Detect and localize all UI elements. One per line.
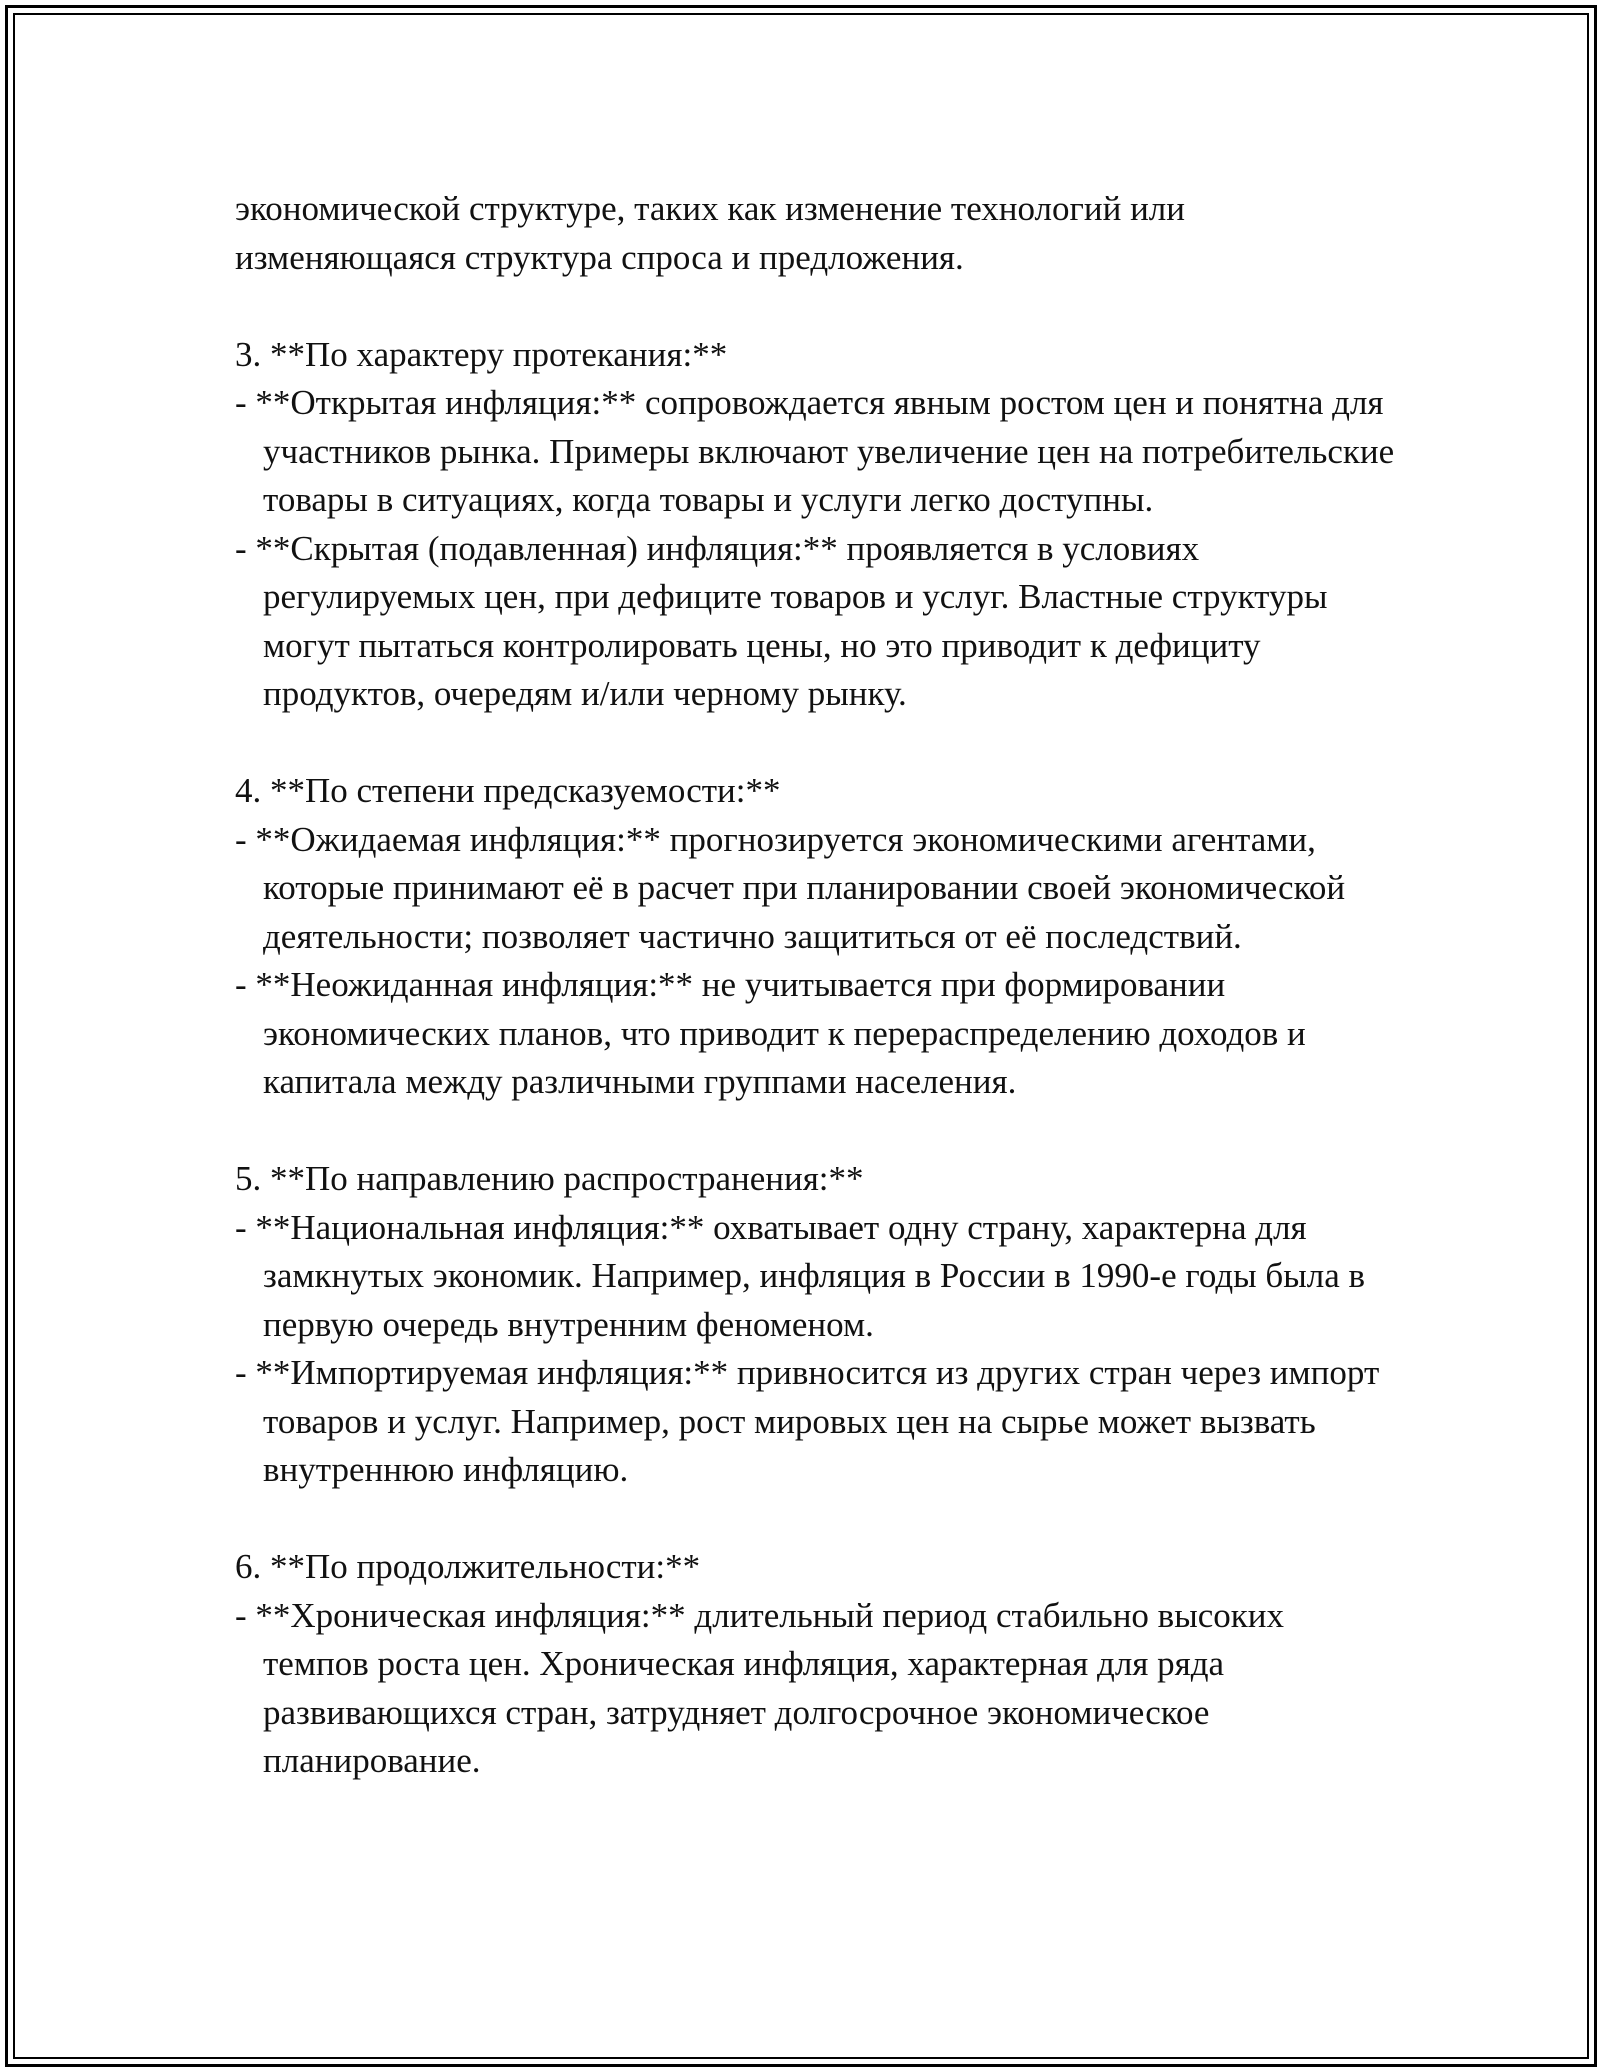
section-5 (235, 1155, 1395, 1495)
section-heading: 3. **По характеру протекания:** (235, 334, 728, 374)
paragraph-spacer (235, 1495, 1395, 1544)
section-heading: 5. **По направлению распространения:** (235, 1159, 864, 1198)
section-heading: 4. **По степени предсказуемости:** (235, 771, 781, 810)
list-item: - **Неожиданная инфляция:** не учитывается при формировании экономических планов, что приводит к перераспределению доходов и капитала между различными группами населения. (235, 965, 1306, 1101)
section-heading: 6. **По продолжительности:** (235, 1547, 701, 1586)
intro-line-1: экономической структуре, таких как изменение технологий или (235, 189, 1186, 228)
list-item: - **Скрытая (подавленная) инфляция:** проявляется в условиях регулируемых цен, при дефиците товаров и услуг. Властные структуры могут пытаться контролировать цены, но это приводит к дефициту продуктов, очередям и/или черному рынку. (235, 528, 1328, 713)
section-6 (235, 1543, 1395, 1786)
section-3 (235, 331, 1395, 719)
list-item: - **Хроническая инфляция:** длительный период стабильно высоких темпов роста цен. Хроническая инфляция, характерная для ряда развивающихся стран, затрудняет долгосрочное экономическое планирование. (235, 1595, 1284, 1780)
paragraph-spacer (235, 282, 1395, 331)
intro-line-2: изменяющаяся структура спроса и предложения. (235, 237, 964, 277)
paragraph-spacer (235, 1107, 1395, 1156)
document-body (235, 185, 1395, 1786)
list-item: - **Импортируемая инфляция:** привносится из других стран через импорт товаров и услуг. Например, рост мировых цен на сырье может вызвать внутреннюю инфляцию. (235, 1353, 1380, 1489)
paragraph-spacer (235, 719, 1395, 768)
list-item: - **Ожидаемая инфляция:** прогнозируется экономическими агентами, которые принимают её в расчет при планировании своей экономической деятельности; позволяет частично защититься от её последствий. (235, 819, 1346, 956)
list-item: - **Открытая инфляция:** сопровождается явным ростом цен и понятна для участников рынка. Примеры включают увеличение цен на потребительские товары в ситуациях, когда товары и услуги легко доступны. (235, 383, 1395, 519)
list-item: - **Национальная инфляция:** охватывает одну страну, характерна для замкнутых экономик. Например, инфляция в России в 1990-е годы была в первую очередь внутренним феноменом. (235, 1207, 1366, 1344)
section-4 (235, 767, 1395, 1107)
